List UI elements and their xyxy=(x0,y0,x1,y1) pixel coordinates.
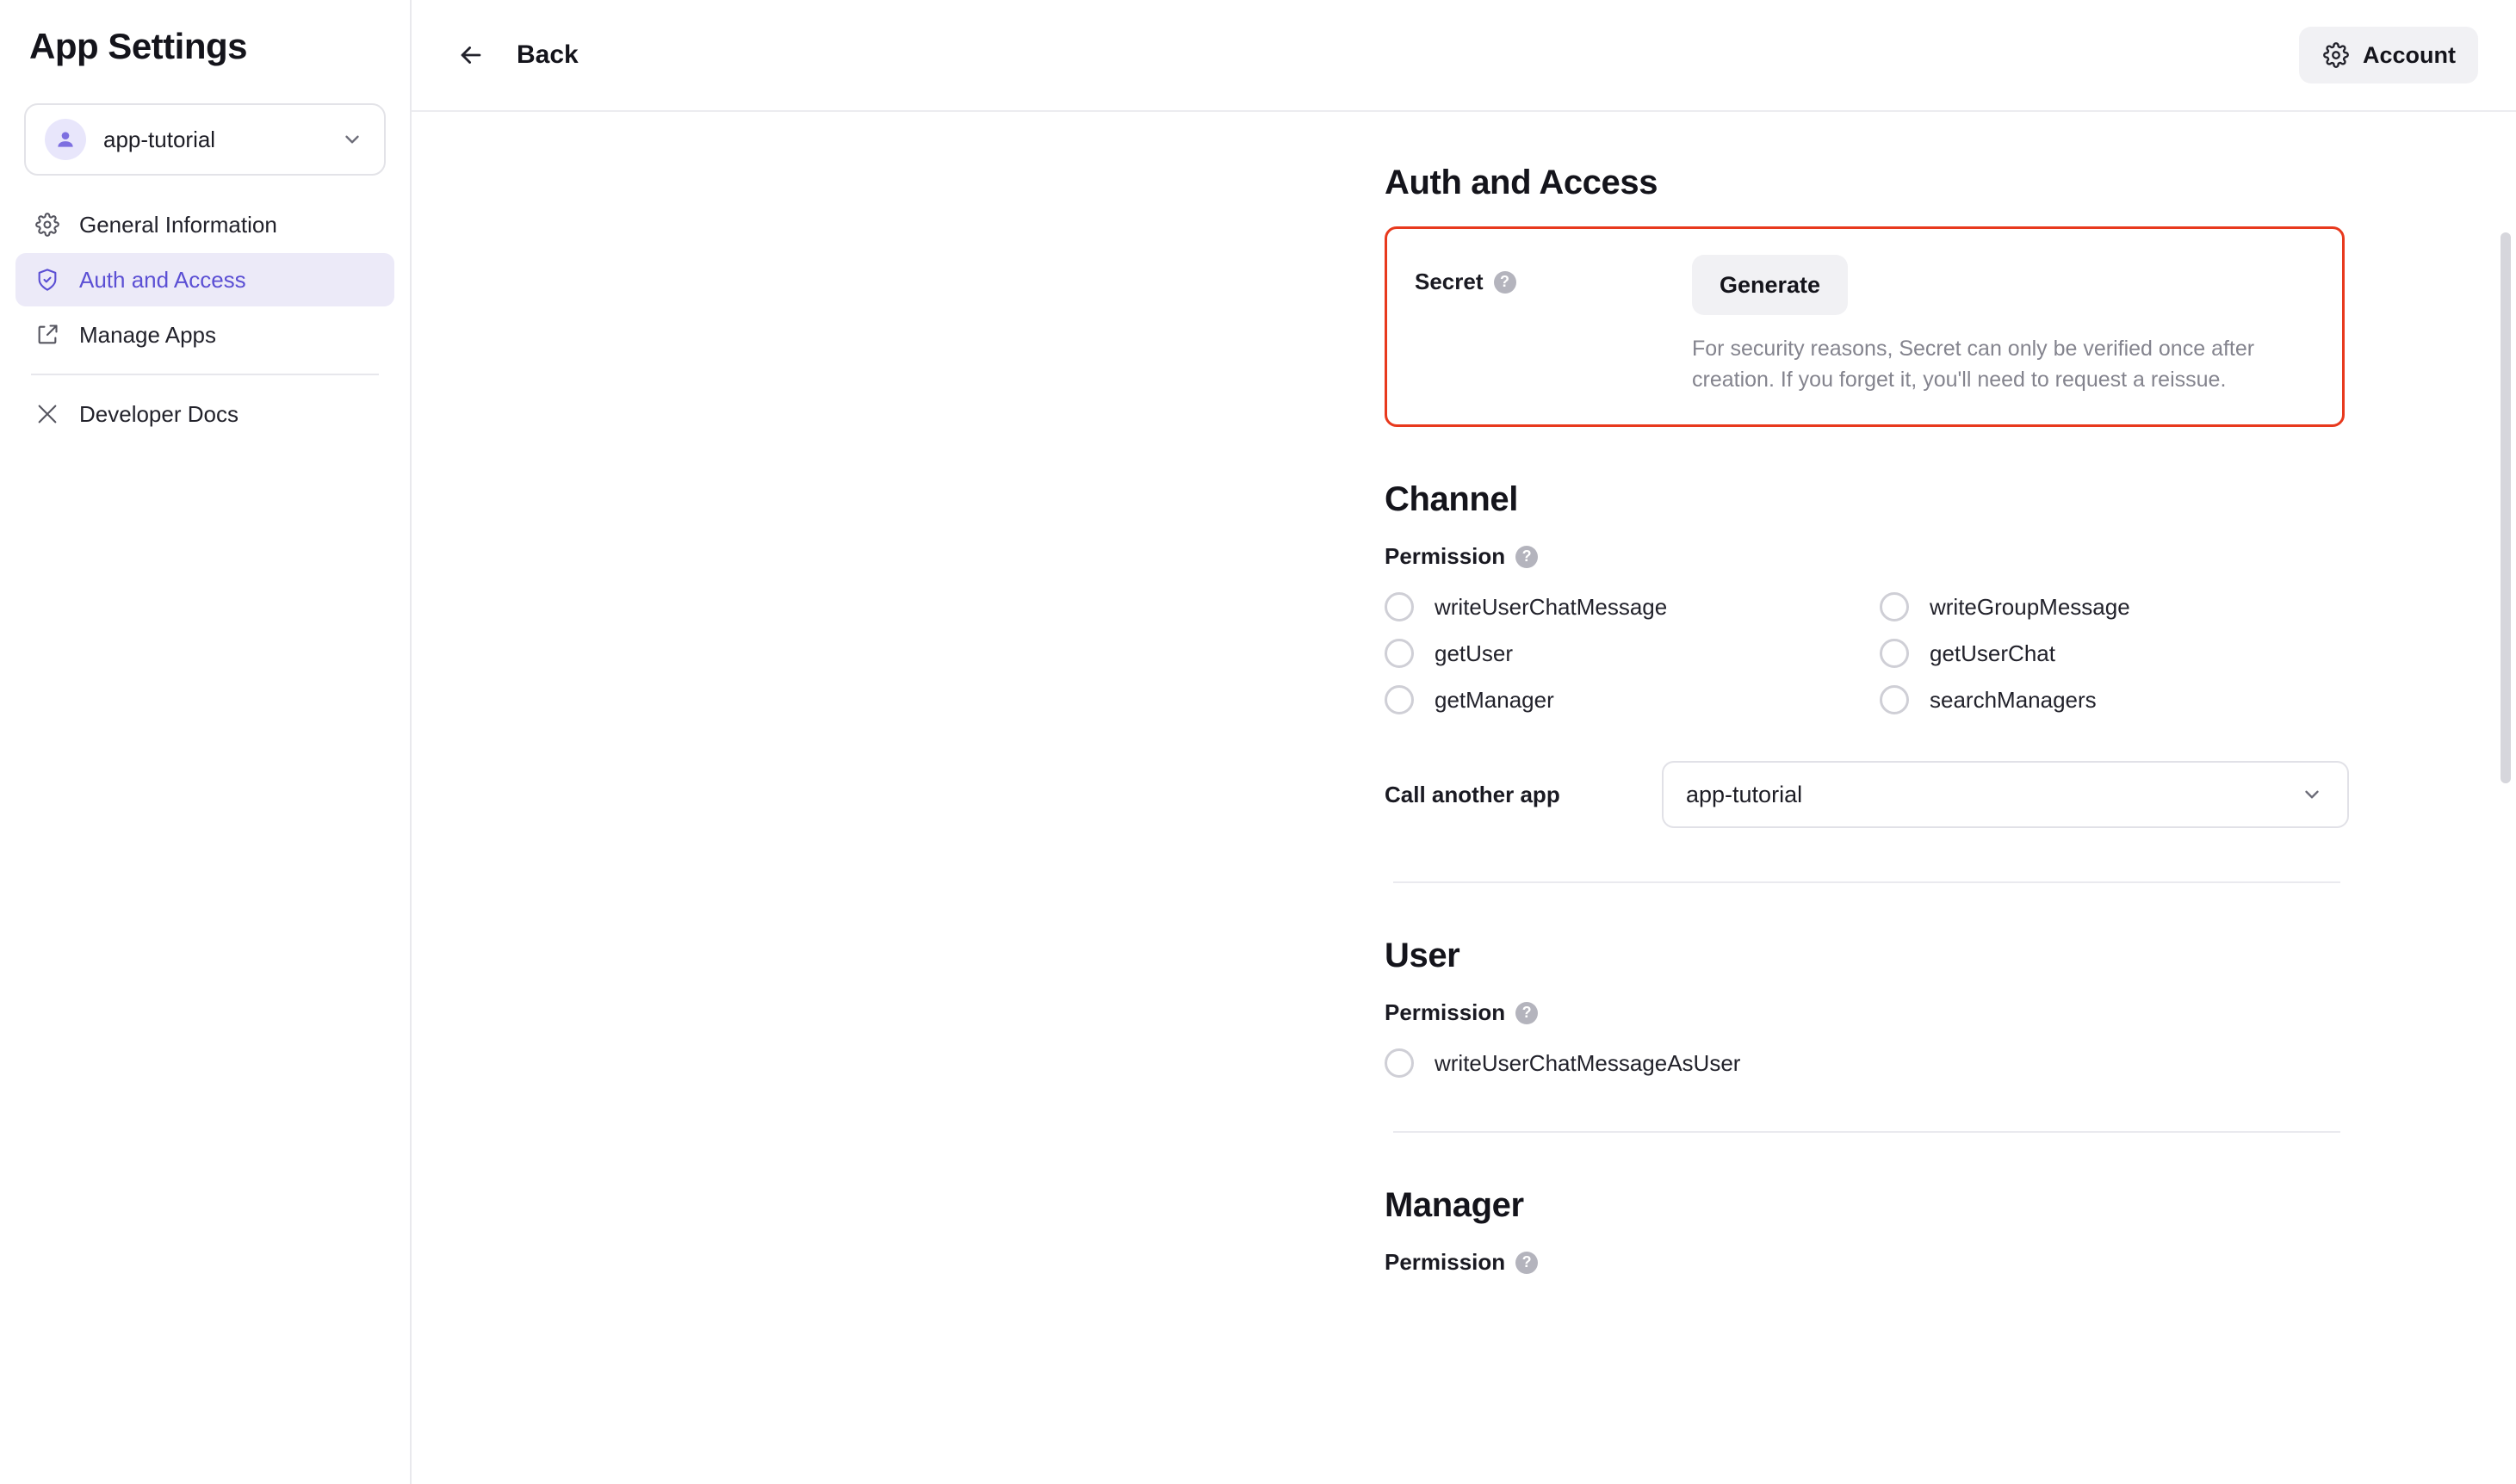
section-title-manager: Manager xyxy=(1385,1186,1524,1224)
channel-permission-label-group xyxy=(1385,543,2349,570)
channel-section xyxy=(1385,480,2349,883)
sidebar-divider xyxy=(31,374,379,375)
call-another-app-value: app-tutorial xyxy=(1686,781,1803,807)
section-title-channel: Channel xyxy=(1385,480,1518,518)
help-icon[interactable]: ? xyxy=(1515,1002,1538,1024)
user-permission-label-group xyxy=(1385,999,2349,1026)
section-title-user: User xyxy=(1385,937,1460,974)
permission-label: getUser xyxy=(1435,640,1514,666)
section-divider xyxy=(1393,1131,2340,1133)
permission-option[interactable] xyxy=(1880,639,2375,668)
permission-option[interactable] xyxy=(1385,592,1880,621)
user-permission-grid xyxy=(1385,1048,2349,1078)
manager-permission-label-group xyxy=(1385,1249,2349,1276)
app-selector[interactable] xyxy=(24,103,386,176)
help-icon[interactable]: ? xyxy=(1494,271,1516,294)
radio-icon[interactable] xyxy=(1385,639,1414,668)
radio-icon[interactable] xyxy=(1385,685,1414,714)
page-title: App Settings xyxy=(29,26,247,66)
permission-option[interactable] xyxy=(1385,1048,1880,1078)
account-button[interactable] xyxy=(2299,27,2478,83)
call-another-app-label: Call another app xyxy=(1385,781,1560,807)
sidebar-item-label: Auth and Access xyxy=(79,266,246,293)
sidebar-item-manage-apps[interactable] xyxy=(15,308,394,362)
secret-content xyxy=(1692,255,2315,395)
call-another-app-row xyxy=(1385,761,2349,828)
permission-label: writeUserChatMessage xyxy=(1435,593,1668,620)
main-panel xyxy=(412,0,2516,1484)
call-another-app-select[interactable] xyxy=(1662,761,2349,828)
account-label: Account xyxy=(2363,41,2456,68)
section-title-auth-and-access: Auth and Access xyxy=(1385,164,1658,201)
manager-permission-label: Permission xyxy=(1385,1249,1506,1275)
app-export-icon xyxy=(33,320,62,349)
tools-icon xyxy=(33,399,62,429)
permission-option[interactable] xyxy=(1385,685,1880,714)
app-selector-value: app-tutorial xyxy=(103,126,216,152)
secret-label-group xyxy=(1415,255,1692,295)
back-button[interactable] xyxy=(453,37,579,73)
help-icon[interactable]: ? xyxy=(1515,1252,1538,1274)
sidebar xyxy=(0,0,412,1484)
section-divider xyxy=(1393,881,2340,883)
gear-icon xyxy=(2321,40,2351,70)
content-column xyxy=(1385,112,2349,1276)
permission-option[interactable] xyxy=(1385,639,1880,668)
permission-label: getManager xyxy=(1435,686,1554,713)
sidebar-item-label: General Information xyxy=(79,211,277,238)
user-avatar-icon xyxy=(45,119,86,160)
permission-option[interactable] xyxy=(1880,592,2375,621)
gear-icon xyxy=(33,210,62,239)
radio-icon[interactable] xyxy=(1880,685,1909,714)
user-section xyxy=(1385,937,2349,1133)
sidebar-item-general-information[interactable] xyxy=(15,198,394,251)
permission-label: writeUserChatMessageAsUser xyxy=(1435,1049,1741,1076)
manager-section xyxy=(1385,1186,2349,1276)
user-permission-label: Permission xyxy=(1385,999,1506,1025)
channel-permission-label: Permission xyxy=(1385,543,1506,569)
help-icon[interactable]: ? xyxy=(1515,546,1538,568)
secret-note: For security reasons, Secret can only be verified once after creation. If you forget it, you'll need to request a reissue. xyxy=(1692,337,2255,392)
channel-permission-grid xyxy=(1385,592,2349,714)
radio-icon[interactable] xyxy=(1880,639,1909,668)
secret-highlight-box xyxy=(1385,226,2345,427)
sidebar-item-label: Manage Apps xyxy=(79,321,217,348)
permission-label: getUserChat xyxy=(1930,640,2055,666)
permission-label: searchManagers xyxy=(1930,686,2097,713)
sidebar-item-auth-and-access[interactable] xyxy=(15,253,394,306)
chevron-down-icon xyxy=(2299,782,2325,807)
sidebar-item-developer-docs[interactable] xyxy=(15,387,394,441)
permission-option[interactable] xyxy=(1880,685,2375,714)
sidebar-nav xyxy=(0,198,410,441)
radio-icon[interactable] xyxy=(1385,592,1414,621)
permission-label: writeGroupMessage xyxy=(1930,593,2130,620)
arrow-left-icon xyxy=(453,37,489,73)
back-label: Back xyxy=(517,40,579,69)
secret-label: Secret xyxy=(1415,269,1484,294)
radio-icon[interactable] xyxy=(1385,1048,1414,1078)
shield-check-icon xyxy=(33,265,62,294)
generate-button[interactable]: Generate xyxy=(1692,255,1848,315)
content-area xyxy=(412,112,2516,1484)
top-bar xyxy=(412,0,2516,112)
sidebar-item-label: Developer Docs xyxy=(79,400,239,427)
chevron-down-icon xyxy=(339,127,365,152)
radio-icon[interactable] xyxy=(1880,592,1909,621)
vertical-scrollbar[interactable] xyxy=(2501,232,2511,783)
